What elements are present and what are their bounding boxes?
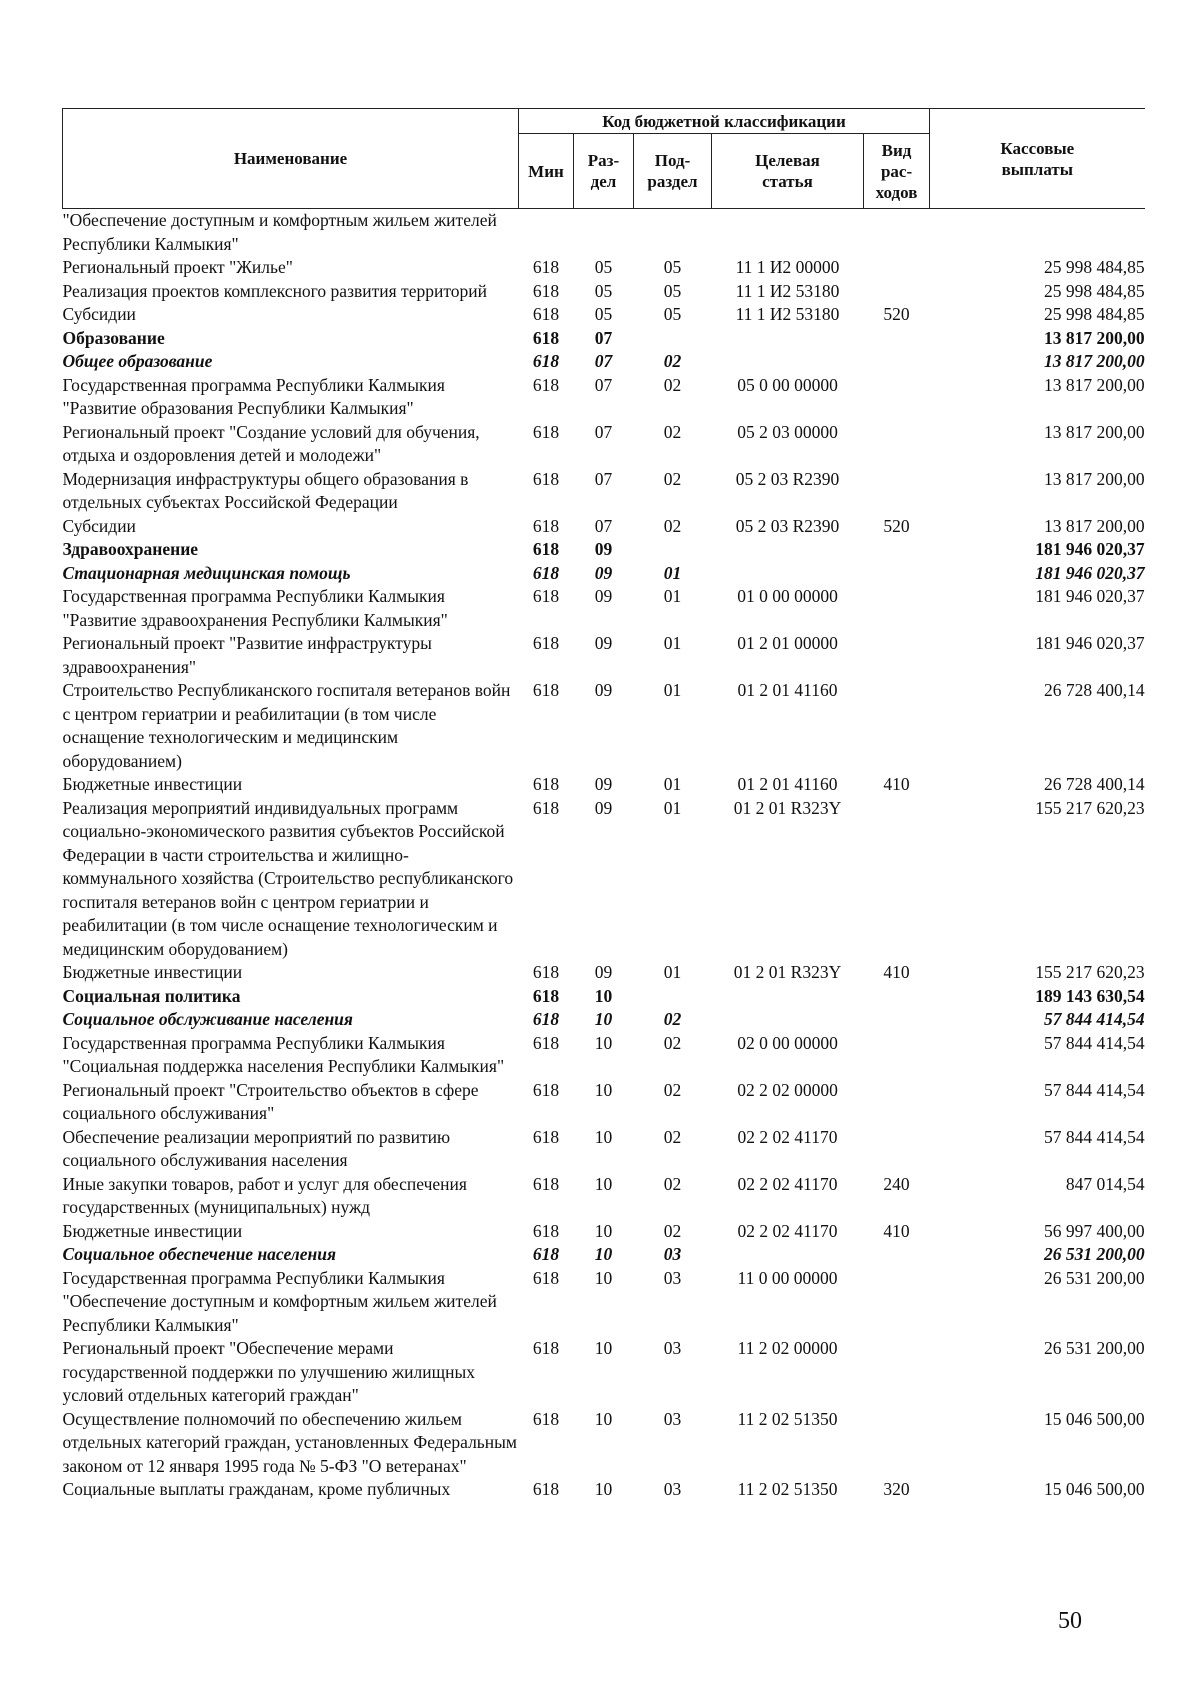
cell-celevaya: 01 2 01 00000	[737, 633, 838, 653]
cell-celevaya	[712, 538, 864, 562]
cell-celevaya: 11 1 И2 53180	[735, 280, 840, 301]
cell-podrazdel: 02	[663, 1009, 682, 1029]
cell-vid: 240	[883, 1173, 910, 1194]
table-row	[63, 797, 1145, 962]
header-code-group: Код бюджетной классификации	[519, 109, 930, 134]
cell-amount: 181 946 020,37	[1035, 562, 1145, 583]
cell-podrazdel: 02	[663, 421, 682, 442]
cell-amount: 15 046 500,00	[1043, 1479, 1145, 1499]
header-podrazdel-text: Под- раздел	[647, 151, 698, 191]
table-row	[63, 1126, 1145, 1173]
cell-min: 618	[532, 327, 560, 348]
cell-vid	[864, 350, 930, 374]
table-row	[63, 256, 1145, 280]
cell-celevaya: 02 2 02 41170	[737, 1126, 838, 1147]
cell-name: Осуществление полномочий по обеспечению жильем отдельных категорий граждан, установленных Федеральным законом от 12 января 1995 года № 5-ФЗ "О ветеранах"	[62, 1408, 517, 1476]
cell-amount: 13 817 200,00	[1043, 351, 1145, 371]
table-row	[63, 1408, 1145, 1479]
cell-amount: 155 217 620,23	[1035, 962, 1145, 982]
cell-razdel: 07	[594, 468, 613, 489]
cell-celevaya: 02 2 02 41170	[737, 1220, 838, 1241]
cell-razdel: 05	[594, 304, 613, 324]
cell-amount: 189 143 630,54	[1035, 985, 1145, 1006]
cell-vid: 520	[883, 515, 910, 536]
cell-podrazdel: 02	[663, 351, 682, 371]
budget-table	[62, 108, 1145, 1502]
table-row	[63, 303, 1145, 327]
cell-name: Государственная программа Республики Калмыкия "Развитие здравоохранения Республики Калмыкия"	[62, 586, 448, 630]
cell-amount: 13 817 200,00	[1043, 515, 1145, 536]
header-name: Наименование	[63, 109, 519, 209]
cell-name: Социальные выплаты гражданам, кроме публичных	[62, 1479, 451, 1499]
cell-name: Строительство Республиканского госпиталя ветеранов войн с центром гериатрии и реабилитации (в том числе оснащение технологическим и медицинским оборудованием)	[62, 680, 511, 771]
header-kassa-text: Кассовые выплаты	[1000, 138, 1075, 179]
cell-podrazdel: 02	[663, 468, 682, 489]
cell-razdel	[574, 209, 634, 257]
header-razdel	[574, 134, 634, 209]
cell-podrazdel: 03	[663, 1244, 682, 1264]
table-body	[63, 209, 1145, 1502]
cell-celevaya: 05 0 00 00000	[737, 374, 838, 395]
table-row	[63, 632, 1145, 679]
cell-podrazdel: 01	[663, 633, 682, 653]
cell-podrazdel: 01	[663, 962, 682, 982]
cell-vid	[864, 256, 930, 280]
cell-podrazdel	[634, 538, 712, 562]
cell-name: Реализация проектов комплексного развития территорий	[62, 280, 487, 301]
cell-podrazdel: 01	[663, 586, 682, 606]
cell-celevaya: 11 2 02 51350	[737, 1408, 838, 1429]
cell-celevaya	[712, 350, 864, 374]
cell-vid	[864, 1408, 930, 1479]
cell-razdel: 07	[594, 515, 613, 536]
cell-amount: 57 844 414,54	[1043, 1032, 1145, 1053]
cell-min: 618	[532, 1009, 560, 1029]
cell-name: "Обеспечение доступным и комфортным жильем жителей Республики Калмыкия"	[62, 210, 497, 254]
cell-podrazdel: 02	[663, 1220, 682, 1241]
table-row	[63, 1032, 1145, 1079]
cell-min: 618	[532, 586, 560, 606]
table-row	[63, 1478, 1145, 1502]
cell-razdel: 10	[594, 1032, 613, 1053]
table-row	[63, 985, 1145, 1009]
header-celevaya-text: Целевая статья	[755, 151, 820, 191]
cell-min: 618	[532, 1267, 560, 1288]
cell-min: 618	[532, 680, 560, 700]
cell-amount: 26 531 200,00	[1043, 1244, 1145, 1264]
cell-name: Государственная программа Республики Калмыкия "Социальная поддержка населения Республики Калмыкия"	[62, 1032, 505, 1076]
cell-celevaya: 11 1 И2 53180	[735, 304, 840, 324]
cell-name: Региональный проект "Создание условий для обучения, отдыха и оздоровления детей и молодежи"	[62, 421, 480, 465]
cell-vid	[864, 797, 930, 962]
table-row	[63, 515, 1145, 539]
cell-amount: 847 014,54	[1065, 1173, 1145, 1194]
cell-name: Реализация мероприятий индивидуальных программ социально-экономического развития субъектов Российской Федерации в части строительства и жилищно-коммунального хозяйства (Строительство республиканского госпиталя ветеранов войн с центром гериатрии и реабилитации (в том числе оснащение технологическим и медицинским оборудованием)	[62, 797, 514, 959]
cell-celevaya: 02 2 02 41170	[737, 1173, 838, 1194]
table-row	[63, 421, 1145, 468]
cell-razdel: 05	[594, 280, 613, 301]
cell-name: Региональный проект "Жилье"	[62, 257, 293, 277]
cell-name: Бюджетные инвестиции	[62, 1220, 243, 1241]
cell-razdel: 10	[594, 1009, 613, 1029]
cell-podrazdel: 01	[663, 562, 682, 583]
cell-razdel: 09	[594, 774, 613, 794]
cell-podrazdel	[634, 985, 712, 1009]
cell-name: Стационарная медицинская помощь	[62, 562, 351, 583]
header-vid	[864, 134, 930, 209]
cell-amount: 25 998 484,85	[1043, 304, 1145, 324]
table-row	[63, 1008, 1145, 1032]
cell-vid: 520	[883, 304, 910, 324]
cell-min: 618	[532, 304, 560, 324]
cell-min: 618	[532, 985, 560, 1006]
cell-amount: 181 946 020,37	[1035, 539, 1145, 559]
cell-min: 618	[532, 351, 560, 371]
cell-amount: 57 844 414,54	[1043, 1079, 1145, 1100]
cell-vid	[864, 468, 930, 515]
table-row	[63, 1337, 1145, 1408]
cell-celevaya: 01 0 00 00000	[737, 586, 838, 606]
cell-podrazdel: 03	[663, 1338, 682, 1358]
cell-razdel: 10	[594, 1244, 613, 1264]
cell-amount: 26 728 400,14	[1043, 680, 1145, 700]
cell-name: Региональный проект "Обеспечение мерами государственной поддержки по улучшению жилищных условий отдельных категорий граждан"	[62, 1338, 475, 1405]
cell-name: Обеспечение реализации мероприятий по развитию социального обслуживания населения	[62, 1126, 451, 1170]
cell-min: 618	[532, 774, 560, 794]
cell-podrazdel	[634, 327, 712, 351]
cell-vid	[864, 632, 930, 679]
cell-amount: 56 997 400,00	[1043, 1220, 1145, 1241]
cell-amount: 13 817 200,00	[1043, 374, 1145, 395]
cell-name: Государственная программа Республики Калмыкия "Обеспечение доступным и комфортным жильем жителей Республики Калмыкия"	[62, 1267, 497, 1335]
cell-name: Социальное обслуживание населения	[62, 1009, 353, 1029]
table-row	[63, 468, 1145, 515]
cell-celevaya	[712, 985, 864, 1009]
table-row	[63, 585, 1145, 632]
cell-celevaya	[712, 1008, 864, 1032]
cell-razdel: 09	[594, 962, 613, 982]
cell-amount: 26 531 200,00	[1043, 1267, 1145, 1288]
cell-vid	[864, 585, 930, 632]
cell-razdel: 10	[594, 1220, 613, 1241]
cell-celevaya: 11 2 02 00000	[737, 1338, 838, 1358]
cell-celevaya: 01 2 01 41160	[737, 680, 838, 700]
cell-celevaya: 02 2 02 00000	[737, 1079, 838, 1100]
table-row	[63, 1079, 1145, 1126]
cell-celevaya	[712, 1243, 864, 1267]
cell-amount: 25 998 484,85	[1043, 280, 1145, 301]
cell-min: 618	[532, 1408, 560, 1429]
cell-vid	[864, 985, 930, 1009]
cell-razdel: 09	[594, 633, 613, 653]
cell-celevaya: 11 1 И2 00000	[735, 257, 840, 277]
table-header	[63, 109, 1145, 209]
cell-name: Бюджетные инвестиции	[62, 962, 243, 982]
cell-vid: 410	[883, 774, 910, 794]
cell-vid: 410	[883, 962, 910, 982]
table-row	[63, 773, 1145, 797]
cell-vid: 320	[883, 1479, 910, 1499]
cell-podrazdel: 02	[663, 515, 682, 536]
table-row	[63, 1220, 1145, 1244]
cell-vid	[864, 280, 930, 304]
cell-celevaya: 01 2 01 41160	[737, 774, 838, 794]
cell-vid	[864, 327, 930, 351]
header-kassa	[930, 109, 1145, 209]
table-row	[63, 1267, 1145, 1338]
cell-podrazdel: 03	[663, 1408, 682, 1429]
cell-min: 618	[532, 562, 560, 583]
cell-razdel: 07	[594, 374, 613, 395]
header-podrazdel	[634, 134, 712, 209]
cell-min: 618	[532, 257, 560, 277]
cell-amount: 181 946 020,37	[1035, 633, 1145, 653]
cell-razdel: 10	[594, 1079, 613, 1100]
cell-name: Иные закупки товаров, работ и услуг для обеспечения государственных (муниципальных) нужд	[62, 1173, 467, 1217]
cell-amount: 13 817 200,00	[1043, 468, 1145, 489]
table-row	[63, 350, 1145, 374]
cell-amount: 25 998 484,85	[1043, 257, 1145, 277]
cell-vid	[864, 1032, 930, 1079]
cell-min: 618	[532, 421, 560, 442]
cell-vid	[864, 209, 930, 257]
cell-razdel: 10	[594, 1126, 613, 1147]
cell-razdel: 07	[594, 351, 613, 371]
cell-vid	[864, 1079, 930, 1126]
cell-min: 618	[532, 1173, 560, 1194]
cell-min: 618	[532, 1032, 560, 1053]
cell-min: 618	[532, 468, 560, 489]
cell-podrazdel	[634, 209, 712, 257]
cell-min: 618	[532, 633, 560, 653]
cell-min: 618	[532, 797, 560, 818]
cell-name: Социальная политика	[62, 985, 241, 1006]
cell-podrazdel: 02	[663, 1173, 682, 1194]
cell-amount: 57 844 414,54	[1043, 1126, 1145, 1147]
cell-name: Региональный проект "Строительство объектов в сфере социального обслуживания"	[62, 1079, 479, 1123]
table-row	[63, 1243, 1145, 1267]
cell-podrazdel: 02	[663, 374, 682, 395]
table-row	[63, 374, 1145, 421]
table-row	[63, 209, 1145, 257]
cell-vid	[864, 1337, 930, 1408]
cell-min: 618	[532, 962, 560, 982]
cell-min: 618	[532, 1338, 560, 1358]
cell-celevaya	[712, 209, 864, 257]
cell-min: 618	[532, 1479, 560, 1499]
cell-min: 618	[532, 539, 560, 559]
cell-name: Общее образование	[62, 351, 213, 371]
cell-name: Образование	[62, 327, 165, 348]
cell-min: 618	[532, 1220, 560, 1241]
table-row	[63, 1173, 1145, 1220]
cell-razdel: 09	[594, 797, 613, 818]
cell-amount: 181 946 020,37	[1035, 586, 1145, 606]
table-row	[63, 327, 1145, 351]
cell-razdel: 09	[594, 680, 613, 700]
cell-vid	[864, 679, 930, 773]
page-number: 50	[1058, 1608, 1082, 1634]
cell-name: Бюджетные инвестиции	[62, 774, 243, 794]
cell-min: 618	[532, 1079, 560, 1100]
header-min: Мин	[519, 134, 574, 209]
cell-podrazdel: 02	[663, 1126, 682, 1147]
cell-podrazdel: 01	[663, 797, 682, 818]
cell-podrazdel: 05	[663, 280, 682, 301]
cell-razdel: 10	[594, 1173, 613, 1194]
cell-podrazdel: 01	[663, 680, 682, 700]
cell-celevaya: 02 0 00 00000	[737, 1032, 838, 1053]
header-vid-text: Вид рас- ходов	[875, 140, 918, 202]
cell-celevaya: 11 0 00 00000	[737, 1267, 838, 1288]
cell-razdel: 10	[594, 1267, 613, 1288]
cell-vid	[864, 562, 930, 586]
cell-podrazdel: 02	[663, 1079, 682, 1100]
cell-celevaya	[712, 327, 864, 351]
cell-name: Модернизация инфраструктуры общего образования в отдельных субъектах Российской Федерации	[62, 468, 469, 512]
cell-vid	[864, 421, 930, 468]
cell-min	[519, 209, 574, 257]
cell-vid	[864, 1267, 930, 1338]
table-row	[63, 538, 1145, 562]
cell-razdel: 10	[594, 1338, 613, 1358]
cell-podrazdel: 03	[663, 1479, 682, 1499]
cell-name: Региональный проект "Развитие инфраструктуры здравоохранения"	[62, 633, 432, 677]
cell-celevaya: 05 2 03 00000	[737, 421, 838, 442]
cell-podrazdel: 02	[663, 1032, 682, 1053]
cell-razdel: 10	[594, 985, 613, 1006]
cell-min: 618	[532, 515, 560, 536]
table-row	[63, 679, 1145, 773]
cell-vid	[864, 1126, 930, 1173]
cell-name: Социальное обеспечение населения	[62, 1244, 336, 1264]
cell-min: 618	[532, 280, 560, 301]
cell-celevaya: 11 2 02 51350	[737, 1479, 838, 1499]
table-row	[63, 961, 1145, 985]
cell-amount: 26 531 200,00	[1043, 1338, 1145, 1358]
cell-amount: 13 817 200,00	[1043, 421, 1145, 442]
header-celevaya	[712, 134, 864, 209]
cell-min: 618	[532, 1126, 560, 1147]
cell-razdel: 09	[594, 539, 613, 559]
cell-podrazdel: 05	[663, 304, 682, 324]
header-razdel-text: Раз- дел	[587, 151, 620, 191]
cell-razdel: 07	[594, 421, 613, 442]
cell-celevaya: 05 2 03 R2390	[735, 515, 840, 536]
cell-vid	[864, 1243, 930, 1267]
cell-vid: 410	[883, 1220, 910, 1241]
cell-name: Субсидии	[62, 515, 136, 536]
cell-amount: 13 817 200,00	[1043, 327, 1145, 348]
cell-razdel: 09	[594, 562, 613, 583]
cell-name: Здравоохранение	[62, 539, 199, 559]
cell-razdel: 05	[594, 257, 613, 277]
cell-name: Субсидии	[62, 304, 136, 324]
cell-razdel: 10	[594, 1479, 613, 1499]
cell-podrazdel: 01	[663, 774, 682, 794]
cell-celevaya: 05 2 03 R2390	[735, 468, 840, 489]
cell-amount: 155 217 620,23	[1035, 797, 1145, 818]
table-row	[63, 562, 1145, 586]
cell-razdel: 10	[594, 1408, 613, 1429]
cell-vid	[864, 538, 930, 562]
cell-razdel: 09	[594, 586, 613, 606]
cell-vid	[864, 374, 930, 421]
cell-celevaya: 01 2 01 R323Y	[733, 962, 842, 982]
cell-amount: 57 844 414,54	[1043, 1009, 1145, 1029]
cell-vid	[864, 1008, 930, 1032]
cell-name: Государственная программа Республики Калмыкия "Развитие образования Республики Калмыкия"	[62, 374, 445, 418]
cell-min: 618	[532, 1244, 560, 1264]
cell-celevaya: 01 2 01 R323Y	[733, 797, 842, 818]
cell-min: 618	[532, 374, 560, 395]
table-row	[63, 280, 1145, 304]
cell-podrazdel: 05	[663, 257, 682, 277]
cell-razdel: 07	[594, 327, 613, 348]
cell-celevaya	[712, 562, 864, 586]
cell-amount	[930, 209, 1145, 257]
cell-amount: 26 728 400,14	[1043, 774, 1145, 794]
cell-amount: 15 046 500,00	[1043, 1408, 1145, 1429]
cell-podrazdel: 03	[663, 1267, 682, 1288]
